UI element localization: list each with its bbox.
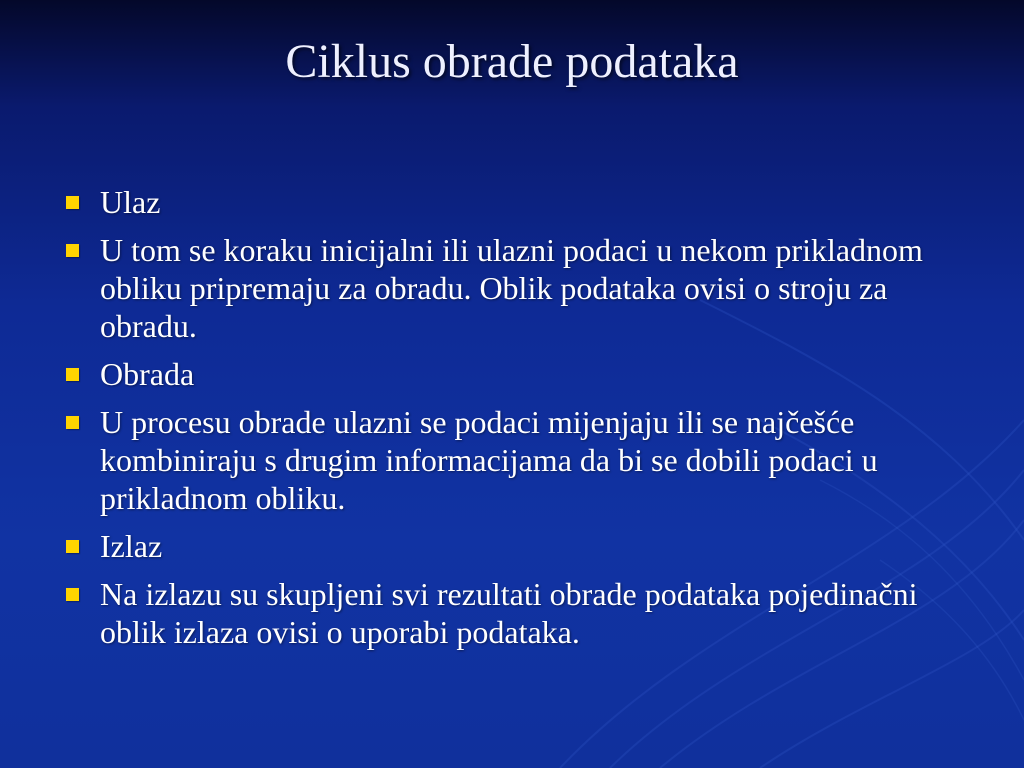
bullet-square-icon bbox=[66, 368, 79, 381]
bullet-square-icon bbox=[66, 588, 79, 601]
bullet-item-izlaz-description bbox=[60, 575, 960, 651]
bullet-text: Obrada bbox=[100, 356, 195, 392]
bullet-square-icon bbox=[66, 244, 79, 257]
bullet-item-ulaz-description bbox=[60, 231, 960, 345]
bullet-item-ulaz bbox=[60, 183, 960, 221]
bullet-text: U procesu obrade ulazni se podaci mijenjaju ili se najčešće kombiniraju s drugim informacijama da bi se dobili podaci u prikladnom obliku. bbox=[100, 404, 878, 516]
bullet-item-obrada bbox=[60, 355, 960, 393]
bullet-item-obrada-description bbox=[60, 403, 960, 517]
bullet-square-icon bbox=[66, 196, 79, 209]
bullet-item-izlaz bbox=[60, 527, 960, 565]
bullet-text: Ulaz bbox=[100, 184, 161, 220]
slide-title: Ciklus obrade podataka bbox=[285, 35, 739, 88]
bullet-text: U tom se koraku inicijalni ili ulazni podaci u nekom prikladnom obliku pripremaju za obradu. Oblik podataka ovisi o stroju za obradu. bbox=[100, 232, 923, 344]
bullet-list bbox=[60, 183, 960, 661]
bullet-text: Izlaz bbox=[100, 528, 163, 564]
bullet-square-icon bbox=[66, 416, 79, 429]
bullet-text: Na izlazu su skupljeni svi rezultati obrade podataka pojedinačni oblik izlaza ovisi o uporabi podataka. bbox=[100, 576, 918, 650]
bullet-square-icon bbox=[66, 540, 79, 553]
